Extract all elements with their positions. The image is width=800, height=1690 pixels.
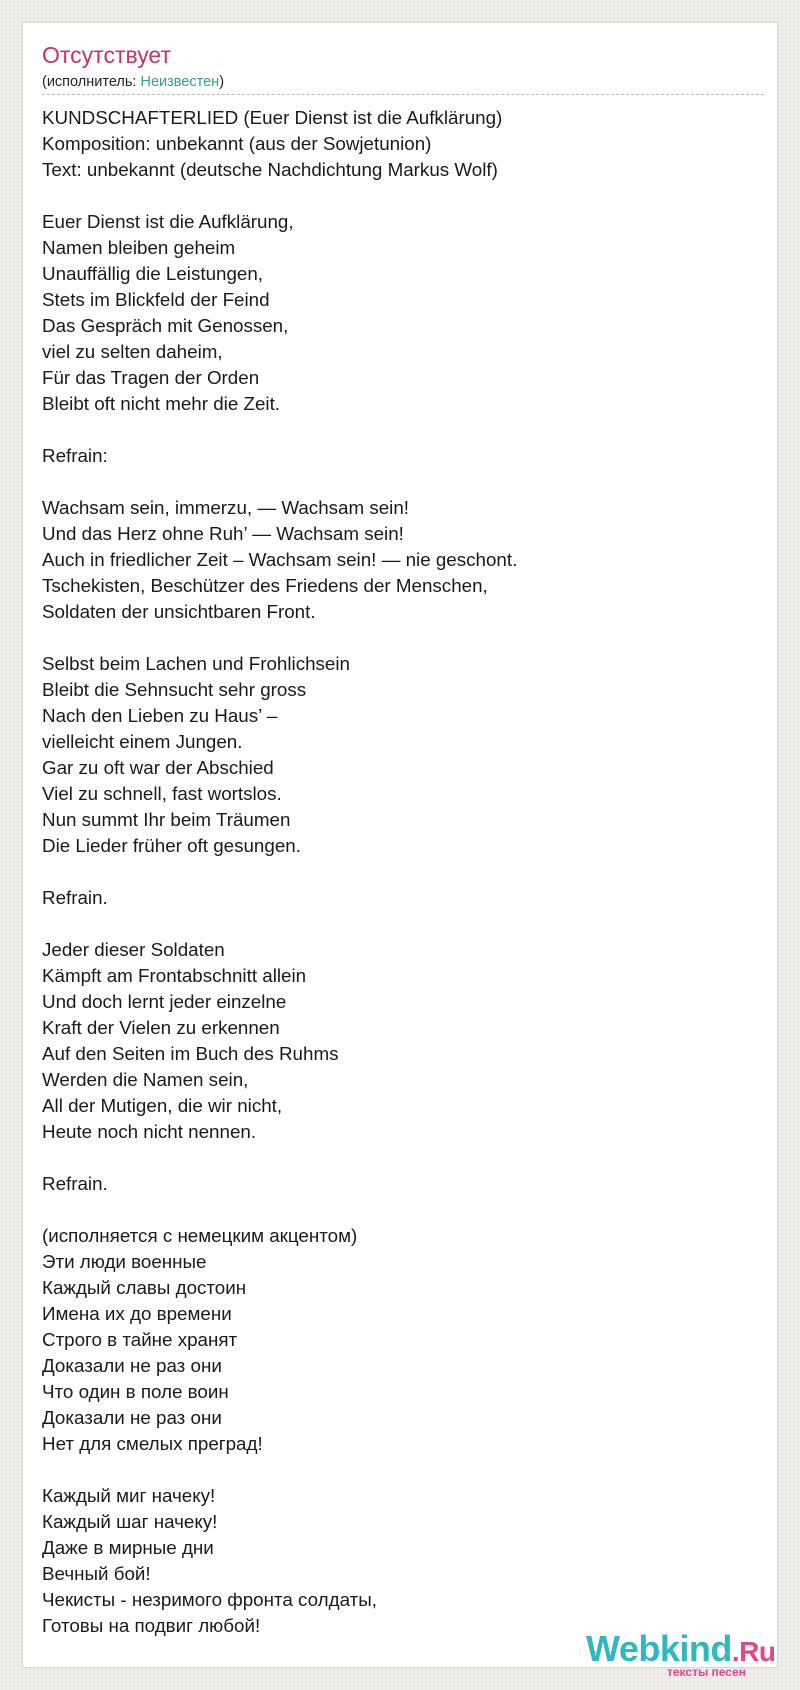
lyric-line: Каждый славы достоин xyxy=(42,1277,247,1298)
lyric-line: Und doch lernt jeder einzelne xyxy=(42,991,287,1012)
lyric-line: Refrain. xyxy=(42,1173,108,1194)
lyric-line: Даже в мирные дни xyxy=(42,1537,214,1558)
lyric-line xyxy=(42,1145,762,1171)
lyric-line: Чекисты - незримого фронта солдаты, xyxy=(42,1589,377,1610)
lyric-line: Heute noch nicht nennen. xyxy=(42,1121,257,1142)
lyric-line: Доказали не раз они xyxy=(42,1407,222,1428)
lyric-line xyxy=(42,859,762,885)
performer-link[interactable]: Неизвестен xyxy=(140,74,220,90)
lyric-line: Bleibt oft nicht mehr die Zeit. xyxy=(42,393,281,414)
lyric-line: Die Lieder früher oft gesungen. xyxy=(42,835,301,856)
lyric-line xyxy=(42,417,762,443)
lyric-line: Доказали не раз они xyxy=(42,1355,222,1376)
lyric-line: Viel zu schnell, fast wortslos. xyxy=(42,783,282,804)
lyric-line: viel zu selten daheim, xyxy=(42,341,223,362)
lyric-line: Строго в тайне хранят xyxy=(42,1329,238,1350)
lyric-line: Каждый миг начеку! xyxy=(42,1485,216,1506)
lyric-line: Вечный бой! xyxy=(42,1563,151,1584)
lyric-line: Каждый шаг начеку! xyxy=(42,1511,218,1532)
lyric-line: KUNDSCHAFTERLIED (Euer Dienst ist die Aufklärung) xyxy=(42,107,503,128)
lyric-line xyxy=(42,469,762,495)
lyric-line: Auf den Seiten im Buch des Ruhms xyxy=(42,1043,339,1064)
lyric-line: Nun summt Ihr beim Träumen xyxy=(42,809,291,830)
lyric-line: Unauffällig die Leistungen, xyxy=(42,263,264,284)
lyric-line: Bleibt die Sehnsucht sehr gross xyxy=(42,679,307,700)
lyric-line: Komposition: unbekannt (aus der Sowjetunion) xyxy=(42,133,432,154)
performer-line xyxy=(42,73,224,91)
lyrics-text xyxy=(42,105,762,1639)
lyric-line: Kraft der Vielen zu erkennen xyxy=(42,1017,280,1038)
lyric-line: Für das Tragen der Orden xyxy=(42,367,260,388)
lyric-line: Und das Herz ohne Ruh’ — Wachsam sein! xyxy=(42,523,404,544)
lyric-line: Refrain: xyxy=(42,445,108,466)
lyric-line: Что один в поле воин xyxy=(42,1381,229,1402)
lyric-line: Refrain. xyxy=(42,887,108,908)
lyric-line: Stets im Blickfeld der Feind xyxy=(42,289,270,310)
lyric-line: (исполняется с немецким акцентом) xyxy=(42,1225,358,1246)
performer-suffix: ) xyxy=(219,74,225,90)
lyric-line: Euer Dienst ist die Aufklärung, xyxy=(42,211,294,232)
performer-prefix: (исполнитель: xyxy=(42,74,141,90)
lyric-line: Wachsam sein, immerzu, — Wachsam sein! xyxy=(42,497,410,518)
lyric-line: vielleicht einem Jungen. xyxy=(42,731,243,752)
lyric-line: Эти люди военные xyxy=(42,1251,207,1272)
lyric-line: Namen bleiben geheim xyxy=(42,237,236,258)
lyric-line xyxy=(42,1457,762,1483)
lyric-line: Soldaten der unsichtbaren Front. xyxy=(42,601,316,622)
lyric-line: Jeder dieser Soldaten xyxy=(42,939,225,960)
lyric-line: Auch in friedlicher Zeit – Wachsam sein! — nie geschont. xyxy=(42,549,518,570)
logo-tld: .Ru xyxy=(731,1636,776,1667)
lyric-line: Gar zu oft war der Abschied xyxy=(42,757,274,778)
header-divider xyxy=(42,94,764,95)
song-title: Отсутствует xyxy=(42,42,171,68)
lyric-line: Готовы на подвиг любой! xyxy=(42,1615,261,1636)
webkind-logo[interactable] xyxy=(586,1628,776,1683)
lyric-line: Kämpft am Frontabschnitt allein xyxy=(42,965,307,986)
logo-tagline: тексты песен xyxy=(667,1665,746,1679)
lyric-line xyxy=(42,183,762,209)
lyric-line: Das Gespräch mit Genossen, xyxy=(42,315,289,336)
lyric-line: Werden die Namen sein, xyxy=(42,1069,249,1090)
lyrics-card xyxy=(22,22,778,1679)
lyric-line: Имена их до времени xyxy=(42,1303,232,1324)
lyric-line: Selbst beim Lachen und Frohlichsein xyxy=(42,653,350,674)
lyric-line xyxy=(42,625,762,651)
lyric-line: All der Mutigen, die wir nicht, xyxy=(42,1095,283,1116)
lyric-line: Tschekisten, Beschützer des Friedens der Menschen, xyxy=(42,575,488,596)
lyric-line xyxy=(42,911,762,937)
lyric-line: Нет для смелых преград! xyxy=(42,1433,263,1454)
logo-name: Webkind xyxy=(586,1628,732,1669)
lyric-line xyxy=(42,1197,762,1223)
lyric-line: Text: unbekannt (deutsche Nachdichtung Markus Wolf) xyxy=(42,159,498,180)
lyric-line: Nach den Lieben zu Haus’ – xyxy=(42,705,278,726)
